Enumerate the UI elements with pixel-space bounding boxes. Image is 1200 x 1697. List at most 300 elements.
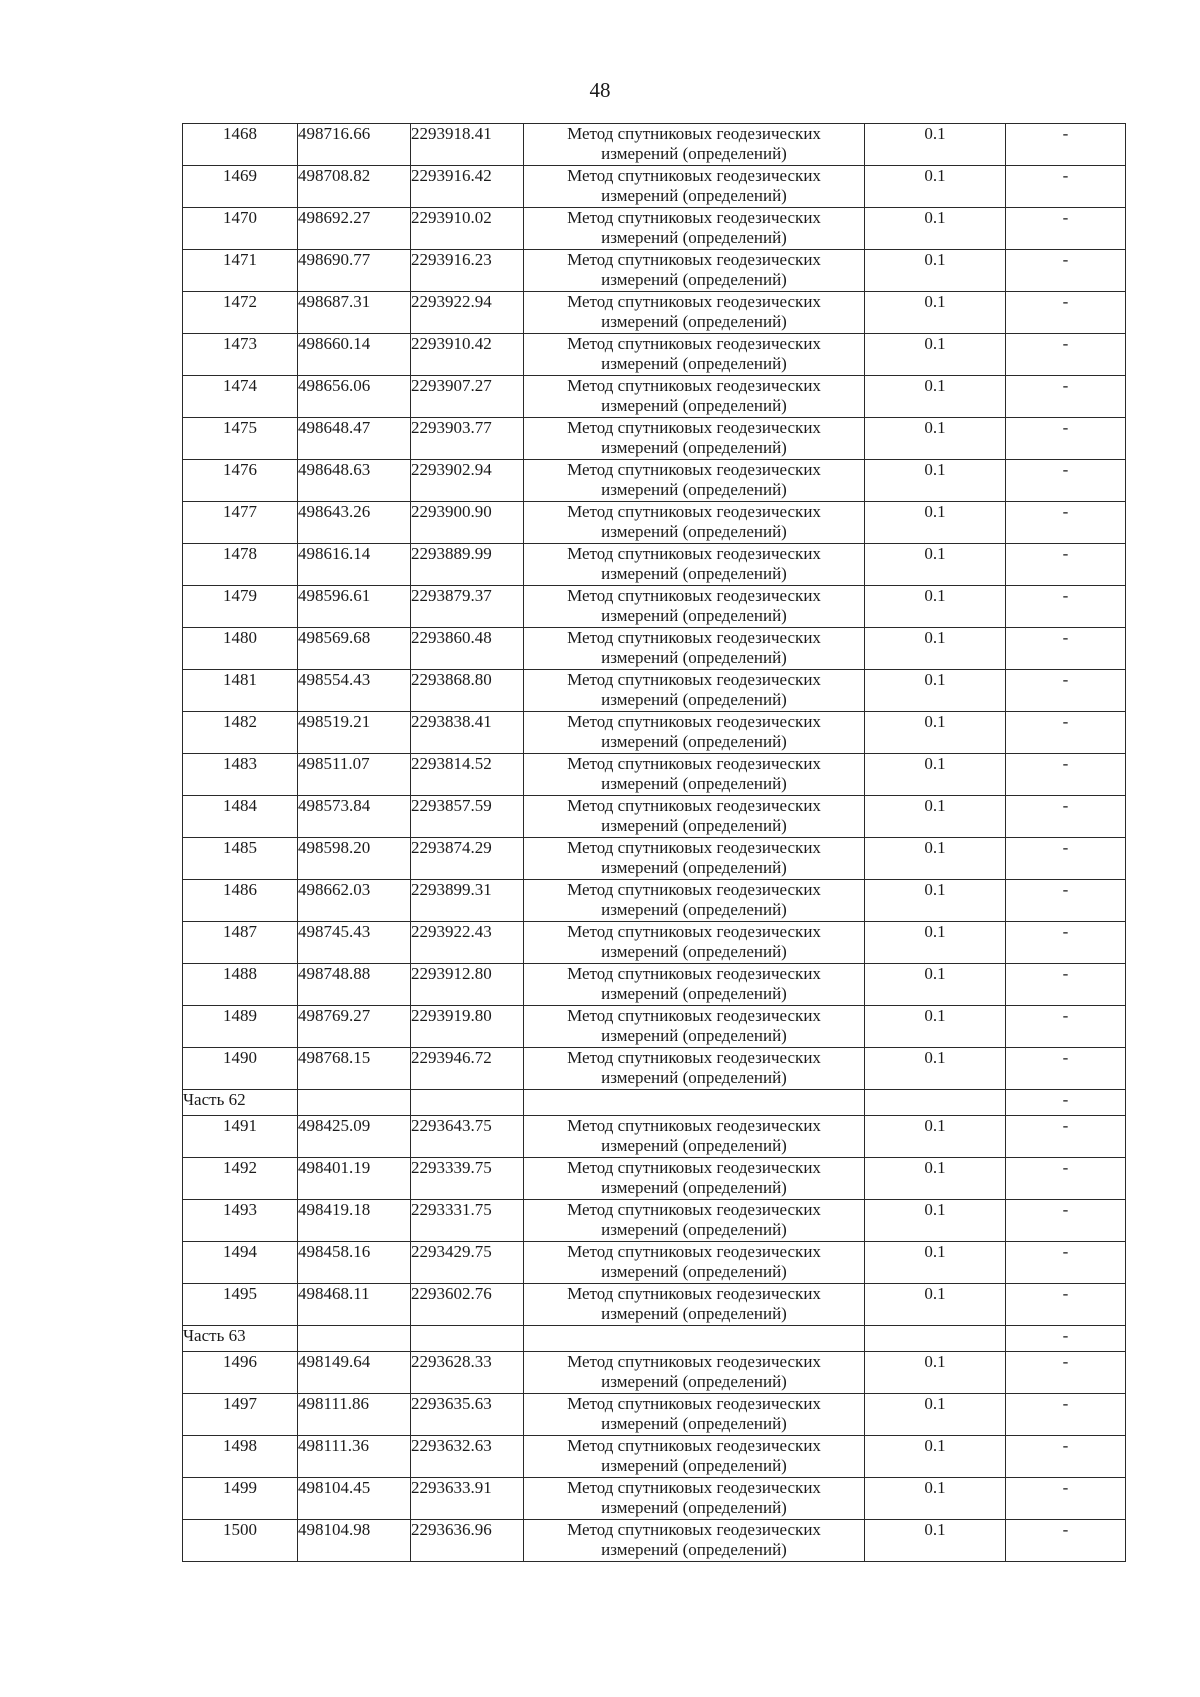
- method-line-2: измерений (определений): [601, 438, 787, 457]
- method-cell: [524, 1284, 865, 1326]
- x-coordinate-cell: 498401.19: [298, 1158, 411, 1200]
- y-coordinate-cell: 2293916.42: [411, 166, 524, 208]
- point-number-cell: 1471: [183, 250, 298, 292]
- note-cell: -: [1006, 880, 1126, 922]
- method-line-1: Метод спутниковых геодезических: [567, 964, 821, 983]
- method-cell: [524, 1352, 865, 1394]
- method-line-1: Метод спутниковых геодезических: [567, 1394, 821, 1413]
- table-row: [183, 922, 1126, 964]
- method-cell: [524, 334, 865, 376]
- method-cell: [524, 628, 865, 670]
- point-number-cell: 1500: [183, 1520, 298, 1562]
- accuracy-cell: 0.1: [865, 880, 1006, 922]
- table-row: [183, 124, 1126, 166]
- method-cell: [524, 796, 865, 838]
- note-cell: -: [1006, 292, 1126, 334]
- point-number-cell: 1482: [183, 712, 298, 754]
- x-coordinate-cell: 498708.82: [298, 166, 411, 208]
- accuracy-cell: 0.1: [865, 1116, 1006, 1158]
- method-line-2: измерений (определений): [601, 858, 787, 877]
- method-line-2: измерений (определений): [601, 1304, 787, 1323]
- method-line-1: Метод спутниковых геодезических: [567, 1436, 821, 1455]
- method-line-1: Метод спутниковых геодезических: [567, 1200, 821, 1219]
- note-cell: -: [1006, 1006, 1126, 1048]
- x-coordinate-cell: 498511.07: [298, 754, 411, 796]
- coordinates-table: [182, 123, 1126, 1562]
- point-number-cell: 1494: [183, 1242, 298, 1284]
- method-line-1: Метод спутниковых геодезических: [567, 292, 821, 311]
- accuracy-cell: 0.1: [865, 250, 1006, 292]
- table-row: [183, 502, 1126, 544]
- accuracy-cell: 0.1: [865, 670, 1006, 712]
- table-row: [183, 628, 1126, 670]
- table-row: [183, 1200, 1126, 1242]
- note-cell: -: [1006, 502, 1126, 544]
- point-number-cell: 1476: [183, 460, 298, 502]
- note-cell: -: [1006, 1090, 1126, 1116]
- method-line-2: измерений (определений): [601, 1026, 787, 1045]
- x-coordinate-cell: 498596.61: [298, 586, 411, 628]
- accuracy-cell: 0.1: [865, 502, 1006, 544]
- method-cell: [524, 712, 865, 754]
- method-line-1: Метод спутниковых геодезических: [567, 754, 821, 773]
- accuracy-cell: 0.1: [865, 1048, 1006, 1090]
- note-cell: -: [1006, 1116, 1126, 1158]
- point-number-cell: 1483: [183, 754, 298, 796]
- method-line-2: измерений (определений): [601, 354, 787, 373]
- note-cell: -: [1006, 208, 1126, 250]
- method-cell: [524, 1242, 865, 1284]
- table-row: [183, 880, 1126, 922]
- point-number-cell: 1485: [183, 838, 298, 880]
- x-coordinate-cell: 498768.15: [298, 1048, 411, 1090]
- empty-cell: [411, 1090, 524, 1116]
- table-row: [183, 1006, 1126, 1048]
- method-line-2: измерений (определений): [601, 942, 787, 961]
- method-line-1: Метод спутниковых геодезических: [567, 334, 821, 353]
- x-coordinate-cell: 498458.16: [298, 1242, 411, 1284]
- y-coordinate-cell: 2293429.75: [411, 1242, 524, 1284]
- accuracy-cell: 0.1: [865, 1520, 1006, 1562]
- note-cell: -: [1006, 1478, 1126, 1520]
- table-row: [183, 964, 1126, 1006]
- method-line-2: измерений (определений): [601, 228, 787, 247]
- coordinates-table-body: [183, 124, 1126, 1562]
- y-coordinate-cell: 2293874.29: [411, 838, 524, 880]
- method-line-2: измерений (определений): [601, 186, 787, 205]
- y-coordinate-cell: 2293922.43: [411, 922, 524, 964]
- table-row: [183, 670, 1126, 712]
- method-cell: [524, 838, 865, 880]
- method-line-1: Метод спутниковых геодезических: [567, 208, 821, 227]
- point-number-cell: 1487: [183, 922, 298, 964]
- method-line-1: Метод спутниковых геодезических: [567, 712, 821, 731]
- note-cell: -: [1006, 838, 1126, 880]
- y-coordinate-cell: 2293907.27: [411, 376, 524, 418]
- method-line-1: Метод спутниковых геодезических: [567, 880, 821, 899]
- y-coordinate-cell: 2293635.63: [411, 1394, 524, 1436]
- method-line-2: измерений (определений): [601, 312, 787, 331]
- method-cell: [524, 1394, 865, 1436]
- empty-cell: [865, 1090, 1006, 1116]
- table-row: [183, 838, 1126, 880]
- method-line-1: Метод спутниковых геодезических: [567, 1158, 821, 1177]
- table-row: [183, 754, 1126, 796]
- y-coordinate-cell: 2293632.63: [411, 1436, 524, 1478]
- method-line-1: Метод спутниковых геодезических: [567, 544, 821, 563]
- page-number: 48: [589, 78, 611, 102]
- method-line-1: Метод спутниковых геодезических: [567, 1048, 821, 1067]
- table-row: [183, 208, 1126, 250]
- y-coordinate-cell: 2293633.91: [411, 1478, 524, 1520]
- x-coordinate-cell: 498716.66: [298, 124, 411, 166]
- accuracy-cell: 0.1: [865, 292, 1006, 334]
- method-line-1: Метод спутниковых геодезических: [567, 796, 821, 815]
- method-line-1: Метод спутниковых геодезических: [567, 502, 821, 521]
- table-row: [183, 292, 1126, 334]
- point-number-cell: 1472: [183, 292, 298, 334]
- table-row: [183, 586, 1126, 628]
- x-coordinate-cell: 498573.84: [298, 796, 411, 838]
- accuracy-cell: 0.1: [865, 712, 1006, 754]
- method-line-1: Метод спутниковых геодезических: [567, 1520, 821, 1539]
- y-coordinate-cell: 2293902.94: [411, 460, 524, 502]
- accuracy-cell: 0.1: [865, 1436, 1006, 1478]
- note-cell: -: [1006, 376, 1126, 418]
- table-row: [183, 796, 1126, 838]
- accuracy-cell: 0.1: [865, 1394, 1006, 1436]
- method-cell: [524, 166, 865, 208]
- method-line-2: измерений (определений): [601, 144, 787, 163]
- note-cell: -: [1006, 1284, 1126, 1326]
- y-coordinate-cell: 2293868.80: [411, 670, 524, 712]
- table-row: [183, 1048, 1126, 1090]
- method-line-1: Метод спутниковых геодезических: [567, 1006, 821, 1025]
- note-cell: -: [1006, 1326, 1126, 1352]
- table-row: [183, 544, 1126, 586]
- table-row: [183, 460, 1126, 502]
- point-number-cell: 1499: [183, 1478, 298, 1520]
- method-line-1: Метод спутниковых геодезических: [567, 1478, 821, 1497]
- method-line-2: измерений (определений): [601, 900, 787, 919]
- accuracy-cell: 0.1: [865, 586, 1006, 628]
- note-cell: -: [1006, 166, 1126, 208]
- y-coordinate-cell: 2293912.80: [411, 964, 524, 1006]
- table-row: [183, 712, 1126, 754]
- method-cell: [524, 1436, 865, 1478]
- y-coordinate-cell: 2293900.90: [411, 502, 524, 544]
- accuracy-cell: 0.1: [865, 1006, 1006, 1048]
- accuracy-cell: 0.1: [865, 334, 1006, 376]
- accuracy-cell: 0.1: [865, 838, 1006, 880]
- note-cell: -: [1006, 670, 1126, 712]
- point-number-cell: 1495: [183, 1284, 298, 1326]
- accuracy-cell: 0.1: [865, 796, 1006, 838]
- note-cell: -: [1006, 460, 1126, 502]
- x-coordinate-cell: 498569.68: [298, 628, 411, 670]
- table-row: [183, 1352, 1126, 1394]
- point-number-cell: 1473: [183, 334, 298, 376]
- note-cell: -: [1006, 754, 1126, 796]
- y-coordinate-cell: 2293636.96: [411, 1520, 524, 1562]
- method-line-1: Метод спутниковых геодезических: [567, 124, 821, 143]
- table-row: [183, 1284, 1126, 1326]
- method-cell: [524, 1520, 865, 1562]
- part-header-row: [183, 1090, 1126, 1116]
- method-line-1: Метод спутниковых геодезических: [567, 670, 821, 689]
- y-coordinate-cell: 2293628.33: [411, 1352, 524, 1394]
- note-cell: -: [1006, 1048, 1126, 1090]
- point-number-cell: 1488: [183, 964, 298, 1006]
- method-cell: [524, 670, 865, 712]
- point-number-cell: 1490: [183, 1048, 298, 1090]
- y-coordinate-cell: 2293643.75: [411, 1116, 524, 1158]
- y-coordinate-cell: 2293903.77: [411, 418, 524, 460]
- method-line-1: Метод спутниковых геодезических: [567, 1352, 821, 1371]
- point-number-cell: 1478: [183, 544, 298, 586]
- method-line-2: измерений (определений): [601, 480, 787, 499]
- point-number-cell: 1481: [183, 670, 298, 712]
- table-row: [183, 1478, 1126, 1520]
- table-row: [183, 250, 1126, 292]
- method-line-1: Метод спутниковых геодезических: [567, 922, 821, 941]
- note-cell: -: [1006, 586, 1126, 628]
- method-cell: [524, 586, 865, 628]
- accuracy-cell: 0.1: [865, 208, 1006, 250]
- method-line-1: Метод спутниковых геодезических: [567, 460, 821, 479]
- point-number-cell: 1468: [183, 124, 298, 166]
- empty-cell: [298, 1326, 411, 1352]
- method-line-2: измерений (определений): [601, 690, 787, 709]
- point-number-cell: 1496: [183, 1352, 298, 1394]
- method-line-1: Метод спутниковых геодезических: [567, 376, 821, 395]
- method-line-2: измерений (определений): [601, 1456, 787, 1475]
- x-coordinate-cell: 498419.18: [298, 1200, 411, 1242]
- note-cell: -: [1006, 964, 1126, 1006]
- accuracy-cell: 0.1: [865, 1242, 1006, 1284]
- method-cell: [524, 124, 865, 166]
- method-line-2: измерений (определений): [601, 522, 787, 541]
- method-cell: [524, 460, 865, 502]
- x-coordinate-cell: 498598.20: [298, 838, 411, 880]
- x-coordinate-cell: 498643.26: [298, 502, 411, 544]
- accuracy-cell: 0.1: [865, 628, 1006, 670]
- table-row: [183, 166, 1126, 208]
- accuracy-cell: 0.1: [865, 1352, 1006, 1394]
- method-line-1: Метод спутниковых геодезических: [567, 250, 821, 269]
- table-row: [183, 1242, 1126, 1284]
- note-cell: -: [1006, 796, 1126, 838]
- empty-cell: [524, 1326, 865, 1352]
- x-coordinate-cell: 498690.77: [298, 250, 411, 292]
- table-row: [183, 1394, 1126, 1436]
- note-cell: -: [1006, 628, 1126, 670]
- x-coordinate-cell: 498692.27: [298, 208, 411, 250]
- x-coordinate-cell: 498648.63: [298, 460, 411, 502]
- x-coordinate-cell: 498662.03: [298, 880, 411, 922]
- note-cell: -: [1006, 1158, 1126, 1200]
- y-coordinate-cell: 2293918.41: [411, 124, 524, 166]
- y-coordinate-cell: 2293910.02: [411, 208, 524, 250]
- note-cell: -: [1006, 418, 1126, 460]
- y-coordinate-cell: 2293879.37: [411, 586, 524, 628]
- y-coordinate-cell: 2293860.48: [411, 628, 524, 670]
- method-cell: [524, 544, 865, 586]
- method-line-2: измерений (определений): [601, 564, 787, 583]
- accuracy-cell: 0.1: [865, 922, 1006, 964]
- method-cell: [524, 880, 865, 922]
- method-line-1: Метод спутниковых геодезических: [567, 628, 821, 647]
- note-cell: -: [1006, 1352, 1126, 1394]
- x-coordinate-cell: 498111.36: [298, 1436, 411, 1478]
- empty-cell: [524, 1090, 865, 1116]
- y-coordinate-cell: 2293899.31: [411, 880, 524, 922]
- x-coordinate-cell: 498687.31: [298, 292, 411, 334]
- x-coordinate-cell: 498745.43: [298, 922, 411, 964]
- method-cell: [524, 1200, 865, 1242]
- accuracy-cell: 0.1: [865, 460, 1006, 502]
- accuracy-cell: 0.1: [865, 1158, 1006, 1200]
- point-number-cell: 1469: [183, 166, 298, 208]
- x-coordinate-cell: 498554.43: [298, 670, 411, 712]
- method-line-2: измерений (определений): [601, 606, 787, 625]
- accuracy-cell: 0.1: [865, 124, 1006, 166]
- point-number-cell: 1475: [183, 418, 298, 460]
- method-line-2: измерений (определений): [601, 1540, 787, 1559]
- method-cell: [524, 1048, 865, 1090]
- point-number-cell: 1470: [183, 208, 298, 250]
- note-cell: -: [1006, 712, 1126, 754]
- method-line-2: измерений (определений): [601, 1372, 787, 1391]
- accuracy-cell: 0.1: [865, 964, 1006, 1006]
- note-cell: -: [1006, 922, 1126, 964]
- note-cell: -: [1006, 334, 1126, 376]
- point-number-cell: 1484: [183, 796, 298, 838]
- x-coordinate-cell: 498104.98: [298, 1520, 411, 1562]
- method-line-2: измерений (определений): [601, 732, 787, 751]
- x-coordinate-cell: 498104.45: [298, 1478, 411, 1520]
- method-line-2: измерений (определений): [601, 648, 787, 667]
- x-coordinate-cell: 498425.09: [298, 1116, 411, 1158]
- empty-cell: [298, 1090, 411, 1116]
- point-number-cell: 1498: [183, 1436, 298, 1478]
- method-cell: [524, 376, 865, 418]
- x-coordinate-cell: 498648.47: [298, 418, 411, 460]
- table-row: [183, 418, 1126, 460]
- note-cell: -: [1006, 544, 1126, 586]
- point-number-cell: 1493: [183, 1200, 298, 1242]
- point-number-cell: 1491: [183, 1116, 298, 1158]
- method-line-2: измерений (определений): [601, 1136, 787, 1155]
- point-number-cell: 1479: [183, 586, 298, 628]
- note-cell: -: [1006, 1436, 1126, 1478]
- accuracy-cell: 0.1: [865, 1284, 1006, 1326]
- y-coordinate-cell: 2293602.76: [411, 1284, 524, 1326]
- point-number-cell: 1477: [183, 502, 298, 544]
- point-number-cell: 1489: [183, 1006, 298, 1048]
- method-line-2: измерений (определений): [601, 1262, 787, 1281]
- method-line-2: измерений (определений): [601, 270, 787, 289]
- method-cell: [524, 922, 865, 964]
- method-cell: [524, 754, 865, 796]
- accuracy-cell: 0.1: [865, 544, 1006, 586]
- x-coordinate-cell: 498519.21: [298, 712, 411, 754]
- method-line-1: Метод спутниковых геодезических: [567, 1116, 821, 1135]
- method-line-2: измерений (определений): [601, 1498, 787, 1517]
- point-number-cell: 1497: [183, 1394, 298, 1436]
- x-coordinate-cell: 498616.14: [298, 544, 411, 586]
- method-cell: [524, 964, 865, 1006]
- y-coordinate-cell: 2293838.41: [411, 712, 524, 754]
- table-row: [183, 1158, 1126, 1200]
- accuracy-cell: 0.1: [865, 1478, 1006, 1520]
- x-coordinate-cell: 498656.06: [298, 376, 411, 418]
- method-line-1: Метод спутниковых геодезических: [567, 1284, 821, 1303]
- x-coordinate-cell: 498660.14: [298, 334, 411, 376]
- method-line-2: измерений (определений): [601, 1068, 787, 1087]
- point-number-cell: 1486: [183, 880, 298, 922]
- note-cell: -: [1006, 1520, 1126, 1562]
- x-coordinate-cell: 498149.64: [298, 1352, 411, 1394]
- table-row: [183, 376, 1126, 418]
- accuracy-cell: 0.1: [865, 754, 1006, 796]
- y-coordinate-cell: 2293910.42: [411, 334, 524, 376]
- note-cell: -: [1006, 1394, 1126, 1436]
- table-row: [183, 334, 1126, 376]
- table-row: [183, 1116, 1126, 1158]
- point-number-cell: 1492: [183, 1158, 298, 1200]
- note-cell: -: [1006, 1200, 1126, 1242]
- method-line-1: Метод спутниковых геодезических: [567, 838, 821, 857]
- method-line-2: измерений (определений): [601, 1178, 787, 1197]
- method-line-2: измерений (определений): [601, 816, 787, 835]
- y-coordinate-cell: 2293919.80: [411, 1006, 524, 1048]
- y-coordinate-cell: 2293331.75: [411, 1200, 524, 1242]
- accuracy-cell: 0.1: [865, 376, 1006, 418]
- y-coordinate-cell: 2293339.75: [411, 1158, 524, 1200]
- empty-cell: [865, 1326, 1006, 1352]
- method-cell: [524, 1116, 865, 1158]
- x-coordinate-cell: 498468.11: [298, 1284, 411, 1326]
- table-row: [183, 1436, 1126, 1478]
- accuracy-cell: 0.1: [865, 166, 1006, 208]
- note-cell: -: [1006, 1242, 1126, 1284]
- method-cell: [524, 1158, 865, 1200]
- method-line-2: измерений (определений): [601, 396, 787, 415]
- y-coordinate-cell: 2293857.59: [411, 796, 524, 838]
- method-cell: [524, 502, 865, 544]
- method-line-1: Метод спутниковых геодезических: [567, 1242, 821, 1261]
- x-coordinate-cell: 498769.27: [298, 1006, 411, 1048]
- method-line-2: измерений (определений): [601, 774, 787, 793]
- method-cell: [524, 418, 865, 460]
- accuracy-cell: 0.1: [865, 418, 1006, 460]
- method-line-1: Метод спутниковых геодезических: [567, 166, 821, 185]
- y-coordinate-cell: 2293922.94: [411, 292, 524, 334]
- y-coordinate-cell: 2293916.23: [411, 250, 524, 292]
- accuracy-cell: 0.1: [865, 1200, 1006, 1242]
- method-line-1: Метод спутниковых геодезических: [567, 586, 821, 605]
- note-cell: -: [1006, 250, 1126, 292]
- method-cell: [524, 292, 865, 334]
- y-coordinate-cell: 2293889.99: [411, 544, 524, 586]
- table-row: [183, 1520, 1126, 1562]
- x-coordinate-cell: 498748.88: [298, 964, 411, 1006]
- empty-cell: [411, 1326, 524, 1352]
- method-cell: [524, 250, 865, 292]
- method-cell: [524, 1478, 865, 1520]
- part-header-row: [183, 1326, 1126, 1352]
